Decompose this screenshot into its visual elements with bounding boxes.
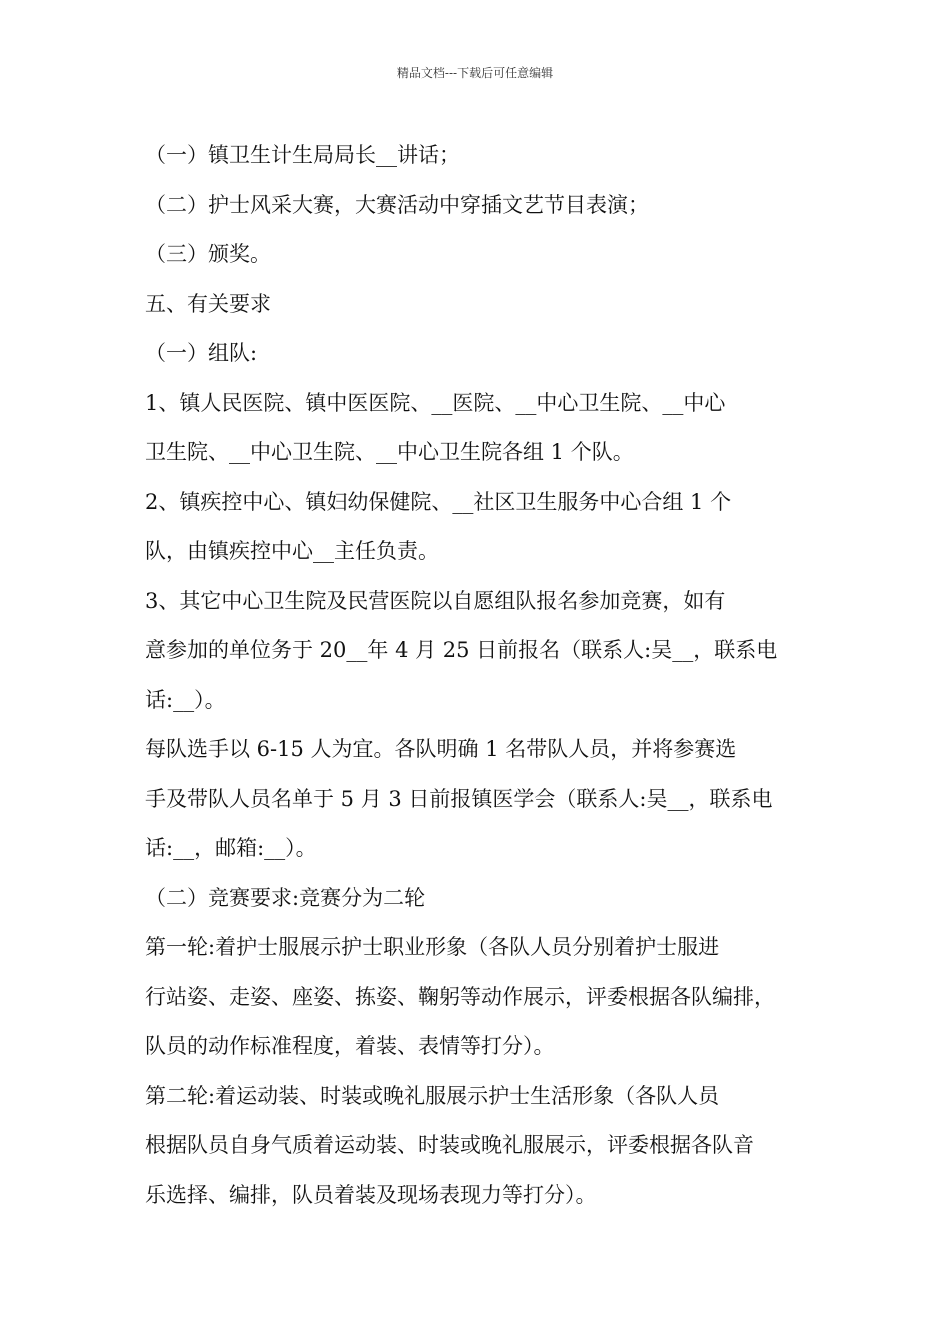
paragraph: [145, 874, 820, 924]
paragraph-line: 第二轮:着运动装、时装或晚礼服展示护士生活形象（各队人员: [145, 1083, 720, 1108]
paragraph: [145, 1072, 820, 1221]
paragraph-line: 手及带队人员名单于 5 月 3 日前报镇医学会（联系人:吴__，联系电: [145, 786, 773, 811]
paragraph-line: 队员的动作标准程度，着装、表情等打分）。: [145, 1034, 555, 1058]
paragraph: [145, 329, 820, 379]
paragraph: [145, 230, 820, 280]
paragraph: [145, 923, 820, 1072]
paragraph-line: 每队选手以 6-15 人为宜。各队明确 1 名带队人员，并将参赛选: [145, 737, 737, 761]
paragraph: [145, 379, 820, 478]
paragraph-line: 话:__，邮箱:__）。: [145, 836, 317, 860]
paragraph-line: 话:__）。: [145, 687, 226, 712]
paragraph: [145, 478, 820, 577]
paragraph-line: （三）颁奖。: [145, 242, 271, 266]
paragraph-line: 乐选择、编排，队员着装及现场表现力等打分）。: [145, 1182, 597, 1207]
paragraph: [145, 181, 820, 231]
paragraph: [145, 577, 820, 726]
paragraph-line: 卫生院、__中心卫生院、__中心卫生院各组 1 个队。: [145, 440, 634, 464]
paragraph: [145, 725, 820, 874]
paragraph-line: 根据队员自身气质着运动装、时装或晚礼服展示，评委根据各队音: [145, 1133, 754, 1157]
paragraph-line: （二）护士风采大赛，大赛活动中穿插文艺节目表演；: [145, 192, 649, 217]
paragraph-line: 第一轮:着护士服展示护士职业形象（各队人员分别着护士服进: [145, 935, 720, 959]
paragraph-line: 五、有关要求: [145, 291, 271, 316]
paragraph: [145, 280, 820, 330]
paragraph-line: 行站姿、走姿、座姿、拣姿、鞠躬等动作展示，评委根据各队编排，: [145, 984, 775, 1009]
page-header: 精品文档---下载后可任意编辑: [396, 66, 554, 80]
paragraph-line: （二）竞赛要求:竞赛分为二轮: [145, 885, 426, 910]
paragraph-line: （一）组队:: [145, 341, 258, 365]
paragraph-line: 1、镇人民医院、镇中医医院、__医院、__中心卫生院、__中心: [145, 390, 726, 415]
paragraph-line: 队，由镇疾控中心__主任负责。: [145, 539, 439, 563]
paragraph: [145, 131, 820, 181]
paragraph-line: 2、镇疾控中心、镇妇幼保健院、__社区卫生服务中心合组 1 个: [145, 489, 732, 514]
paragraph-line: 3、其它中心卫生院及民营医院以自愿组队报名参加竞赛，如有: [145, 588, 726, 613]
paragraph-line: （一）镇卫生计生局局长__讲话；: [145, 143, 460, 167]
paragraph-line: 意参加的单位务于 20__年 4 月 25 日前报名（联系人:吴__，联系电: [145, 638, 778, 662]
